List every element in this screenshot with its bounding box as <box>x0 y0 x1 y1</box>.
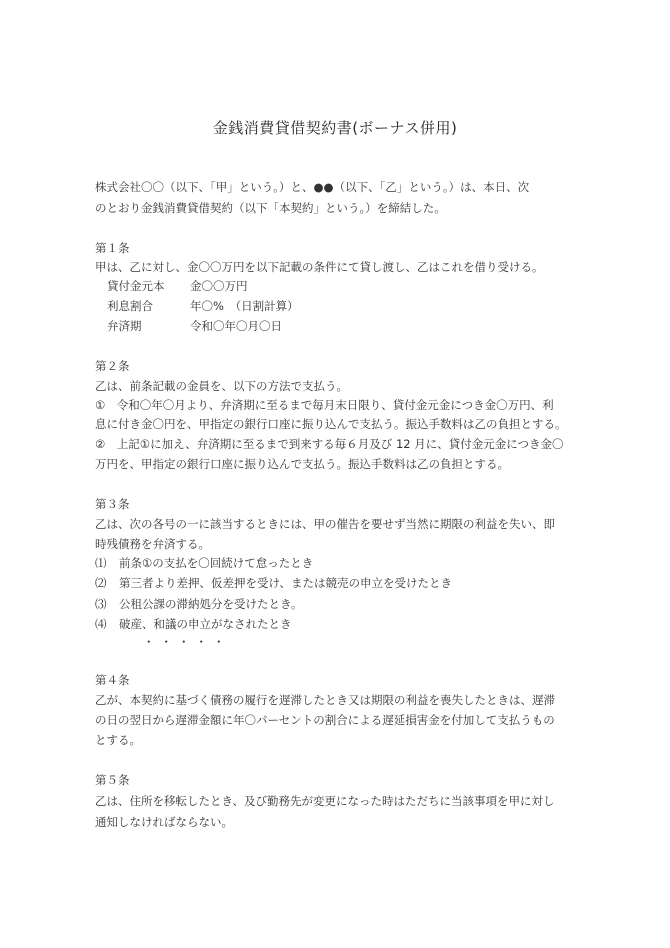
preamble-line-2: のとおり金銭消費貸借契約（以下「本契約」という。）を締結した。 <box>95 201 446 215</box>
article-1-body: 甲は、乙に対し、金〇〇万円を以下記載の条件にて貸し渡し、乙はこれを借り受ける。 <box>95 260 544 274</box>
term-value-due-date: 令和〇年〇月〇日 <box>190 319 282 333</box>
term-value-interest: 年〇% （日割計算） <box>190 299 299 313</box>
article-2-line: 乙は、前条記載の金員を、以下の方法で支払う。 <box>95 379 348 393</box>
term-label-due-date: 弁済期 <box>107 319 142 333</box>
list-item-text: 破産、和議の申立がなされたとき <box>119 617 292 631</box>
preamble-line-1: 株式会社〇〇（以下、「甲」という。）と、●●（以下、「乙」という。）は、本日、次 <box>95 180 530 194</box>
article-5-heading: 第５条 <box>95 773 130 787</box>
article-5-line: 通知しなければならない。 <box>95 815 233 829</box>
article-3-line: 乙は、次の各号の一に該当するときには、甲の催告を要せず当然に期限の利益を失い、即 <box>95 517 555 531</box>
document-title: 金銭消費貸借契約書(ボーナス併用) <box>212 119 458 137</box>
article-4-line: 乙が、本契約に基づく債務の履行を遅滞したとき又は期限の利益を喪失したときは、遅滞 <box>95 693 555 707</box>
list-item-text: 前条①の支払を〇回続けて怠ったとき <box>119 556 314 570</box>
term-value-principal: 金〇〇万円 <box>190 279 248 293</box>
article-3-line: 時残債務を弁済する。 <box>95 537 210 551</box>
article-2-line: ① 令和〇年〇月より、弁済期に至るまで毎月末日限り、貸付金元金につき金〇万円、利 <box>95 398 554 412</box>
article-4-line: の日の翌日から遅滞金額に年〇パーセントの割合による遅延損害金を付加して支払うもの <box>95 713 555 727</box>
list-item-text: 公租公課の滞納処分を受けたとき。 <box>119 597 303 611</box>
article-2-line: 息に付き金〇円を、甲指定の銀行口座に振り込んで支払う。振込手数料は乙の負担とする。 <box>95 417 567 431</box>
article-4-heading: 第４条 <box>95 673 130 687</box>
list-item-number: ⑴ <box>95 556 107 570</box>
term-label-principal: 貸付金元本 <box>107 279 165 293</box>
list-item-number: ⑶ <box>95 597 107 611</box>
article-5-line: 乙は、住所を移転したとき、及び勤務先が変更になった時はただちに当該事項を甲に対し <box>95 794 555 808</box>
list-item-number: ⑵ <box>95 576 107 590</box>
article-4-line: とする。 <box>95 733 141 747</box>
article-2-heading: 第２条 <box>95 359 130 373</box>
article-2-line: 万円を、甲指定の銀行口座に振り込んで支払う。振込手数料は乙の負担とする。 <box>95 457 509 471</box>
ellipsis: ・・・・・ <box>143 635 231 649</box>
list-item-number: ⑷ <box>95 617 107 631</box>
article-3-heading: 第３条 <box>95 497 130 511</box>
term-label-interest: 利息割合 <box>107 299 153 313</box>
article-1-heading: 第１条 <box>95 241 130 255</box>
article-2-line: ② 上記①に加え、弁済期に至るまで到来する毎６月及び 12 月に、貸付金元金につき金〇 <box>95 437 564 451</box>
list-item-text: 第三者より差押、仮差押を受け、または競売の申立を受けたとき <box>119 576 453 590</box>
